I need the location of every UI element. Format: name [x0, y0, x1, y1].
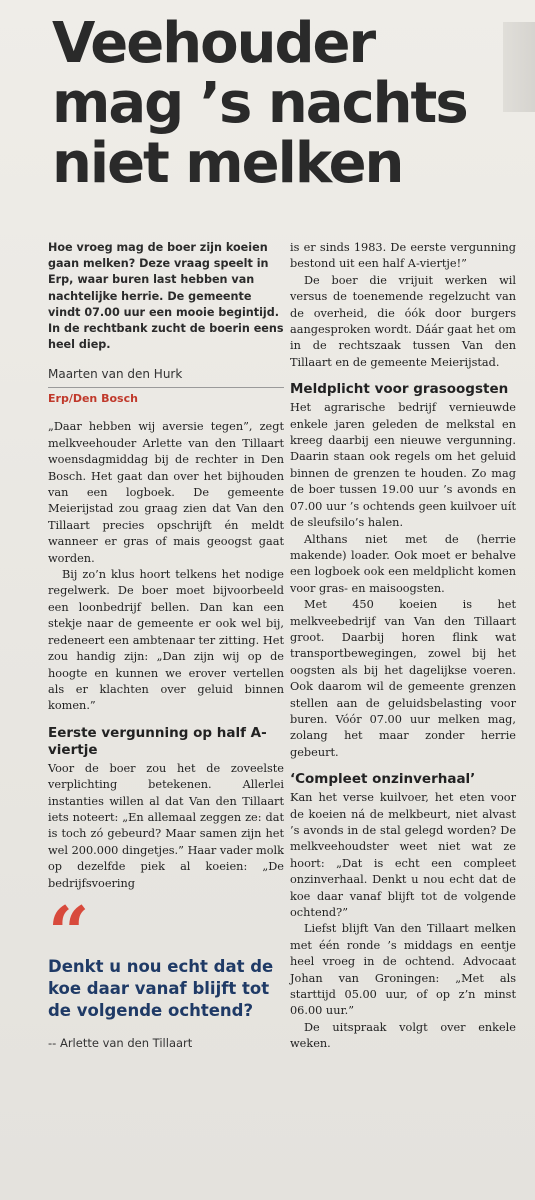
quote-attribution: -- Arlette van den Tillaart — [48, 1035, 193, 1050]
paragraph: Liefst blijft Van den Tillaart melken met één ronde ’s middags en eentje heel vroeg in de ochtend. Advocaat Johan van Groningen: „Met als starttijd 05.00 uur, of op z’n minst 06.00 uur.” — [290, 922, 516, 1018]
paragraph: Voor de boer zou het de zoveelste verplichting betekenen. Allerlei instanties willen al dat Van den Tillaart iets noteert: „En allemaal zeggen ze: dat is toch zó gebeurd? Maar samen zijn het wel 200.000 dingetjes.” Haar vader molk op dezelfde piek al koeien: „De bedrijfsvoering — [48, 761, 284, 890]
subheading: Meldplicht voor grasoogsten — [290, 381, 509, 398]
paragraph: De uitspraak volgt over enkele weken. — [290, 1020, 516, 1051]
author-byline: Maarten van den Hurk — [48, 367, 284, 388]
left-column — [48, 240, 284, 1050]
pull-quote: Denkt u nou echt dat de koe daar vanaf blijft tot de volgende ochtend? — [48, 956, 274, 1020]
paragraph: Bij zo’n klus hoort telkens het nodige regelwerk. De boer moet bijvoorbeeld een loonbedrijf bellen. Dan kan een stekje naar de gemeente er ook wel bij, redeneert een ambtenaar ter zitting. Het zou handig zijn: „Dan zijn wij op de hoogte en kunnen we erover vertellen als er klachten over geluid binnen komen.” — [48, 568, 284, 713]
paragraph: Althans niet met de (herrie makende) loader. Ook moet er behalve een logboek ook een meldplicht komen voor gras- en maisoogsten. — [290, 532, 516, 595]
subheading: Eerste vergunning op half A-viertje — [48, 724, 267, 758]
adjacent-page-edge — [503, 22, 535, 112]
paragraph: De boer die vrijuit werken wil versus de toenemende regelzucht van de overheid, die óók door burgers aangesproken wordt. Dáár gaat het om in de rechtszaak tussen Van den Tillaart en de gemeente Meierijstad. — [290, 273, 516, 369]
paragraph: „Daar hebben wij aversie tegen”, zegt melkveehouder Arlette van den Tillaart woensdagmiddag bij de rechter in Den Bosch. Het gaat dan over het bijhouden van een logboek. De gemeente Meierijstad zou graag zien dat Van den Tillaart precies opschrijft én meldt wanneer er gras of mais geoogst gaat worden. — [48, 420, 284, 565]
paragraph: Kan het verse kuilvoer, het eten voor de koeien ná de melkbeurt, niet alvast ’s avonds in de stal gelegd worden? De melkveehoudster weet niet wat ze hoort: „Dat is echt een compleet onzinverhaal. Denkt u nou echt dat de koe daar vanaf blijft tot de volgende ochtend?” — [290, 791, 516, 920]
right-column — [290, 240, 516, 1053]
paragraph: Met 450 koeien is het melkveebedrijf van Van den Tillaart groot. Daarbij horen flink wat transportbewegingen, zowel bij het oogsten als bij het dagelijkse voeren. Ook daarom wil de gemeente grenzen stellen aan de geluidsbelasting voor buren. Vóór 07.00 uur melken mag, zolang het maar zonder herrie gebeurt. — [290, 598, 516, 759]
quote-mark-icon: “ — [48, 889, 90, 975]
paragraph: is er sinds 1983. De eerste vergunning bestond uit een half A-viertje!” — [290, 241, 516, 271]
paragraph: Het agrarische bedrijf vernieuwde enkele jaren geleden de melkstal en kreeg daarbij een nieuwe vergunning. Daarin staan ook regels om het geluid binnen de grenzen te houden. Zo mag de boer tussen 19.00 uur ’s avonds en 07.00 uur ’s ochtends geen kuilvoer uít de sleufsilo’s halen. — [290, 401, 516, 530]
headline: Veehouder mag ’s nachts niet melken — [52, 11, 467, 196]
dateline: Erp/Den Bosch — [48, 392, 138, 406]
intro-text: Hoe vroeg mag de boer zijn koeien gaan melken? Deze vraag speelt in Erp, waar buren last hebben van nachtelijke herrie. De gemeente vindt 07.00 uur een mooie begintijd. In de rechtbank zucht de boerin eens heel diep. — [48, 241, 284, 352]
subheading: ‘Compleet onzinverhaal’ — [290, 771, 476, 788]
